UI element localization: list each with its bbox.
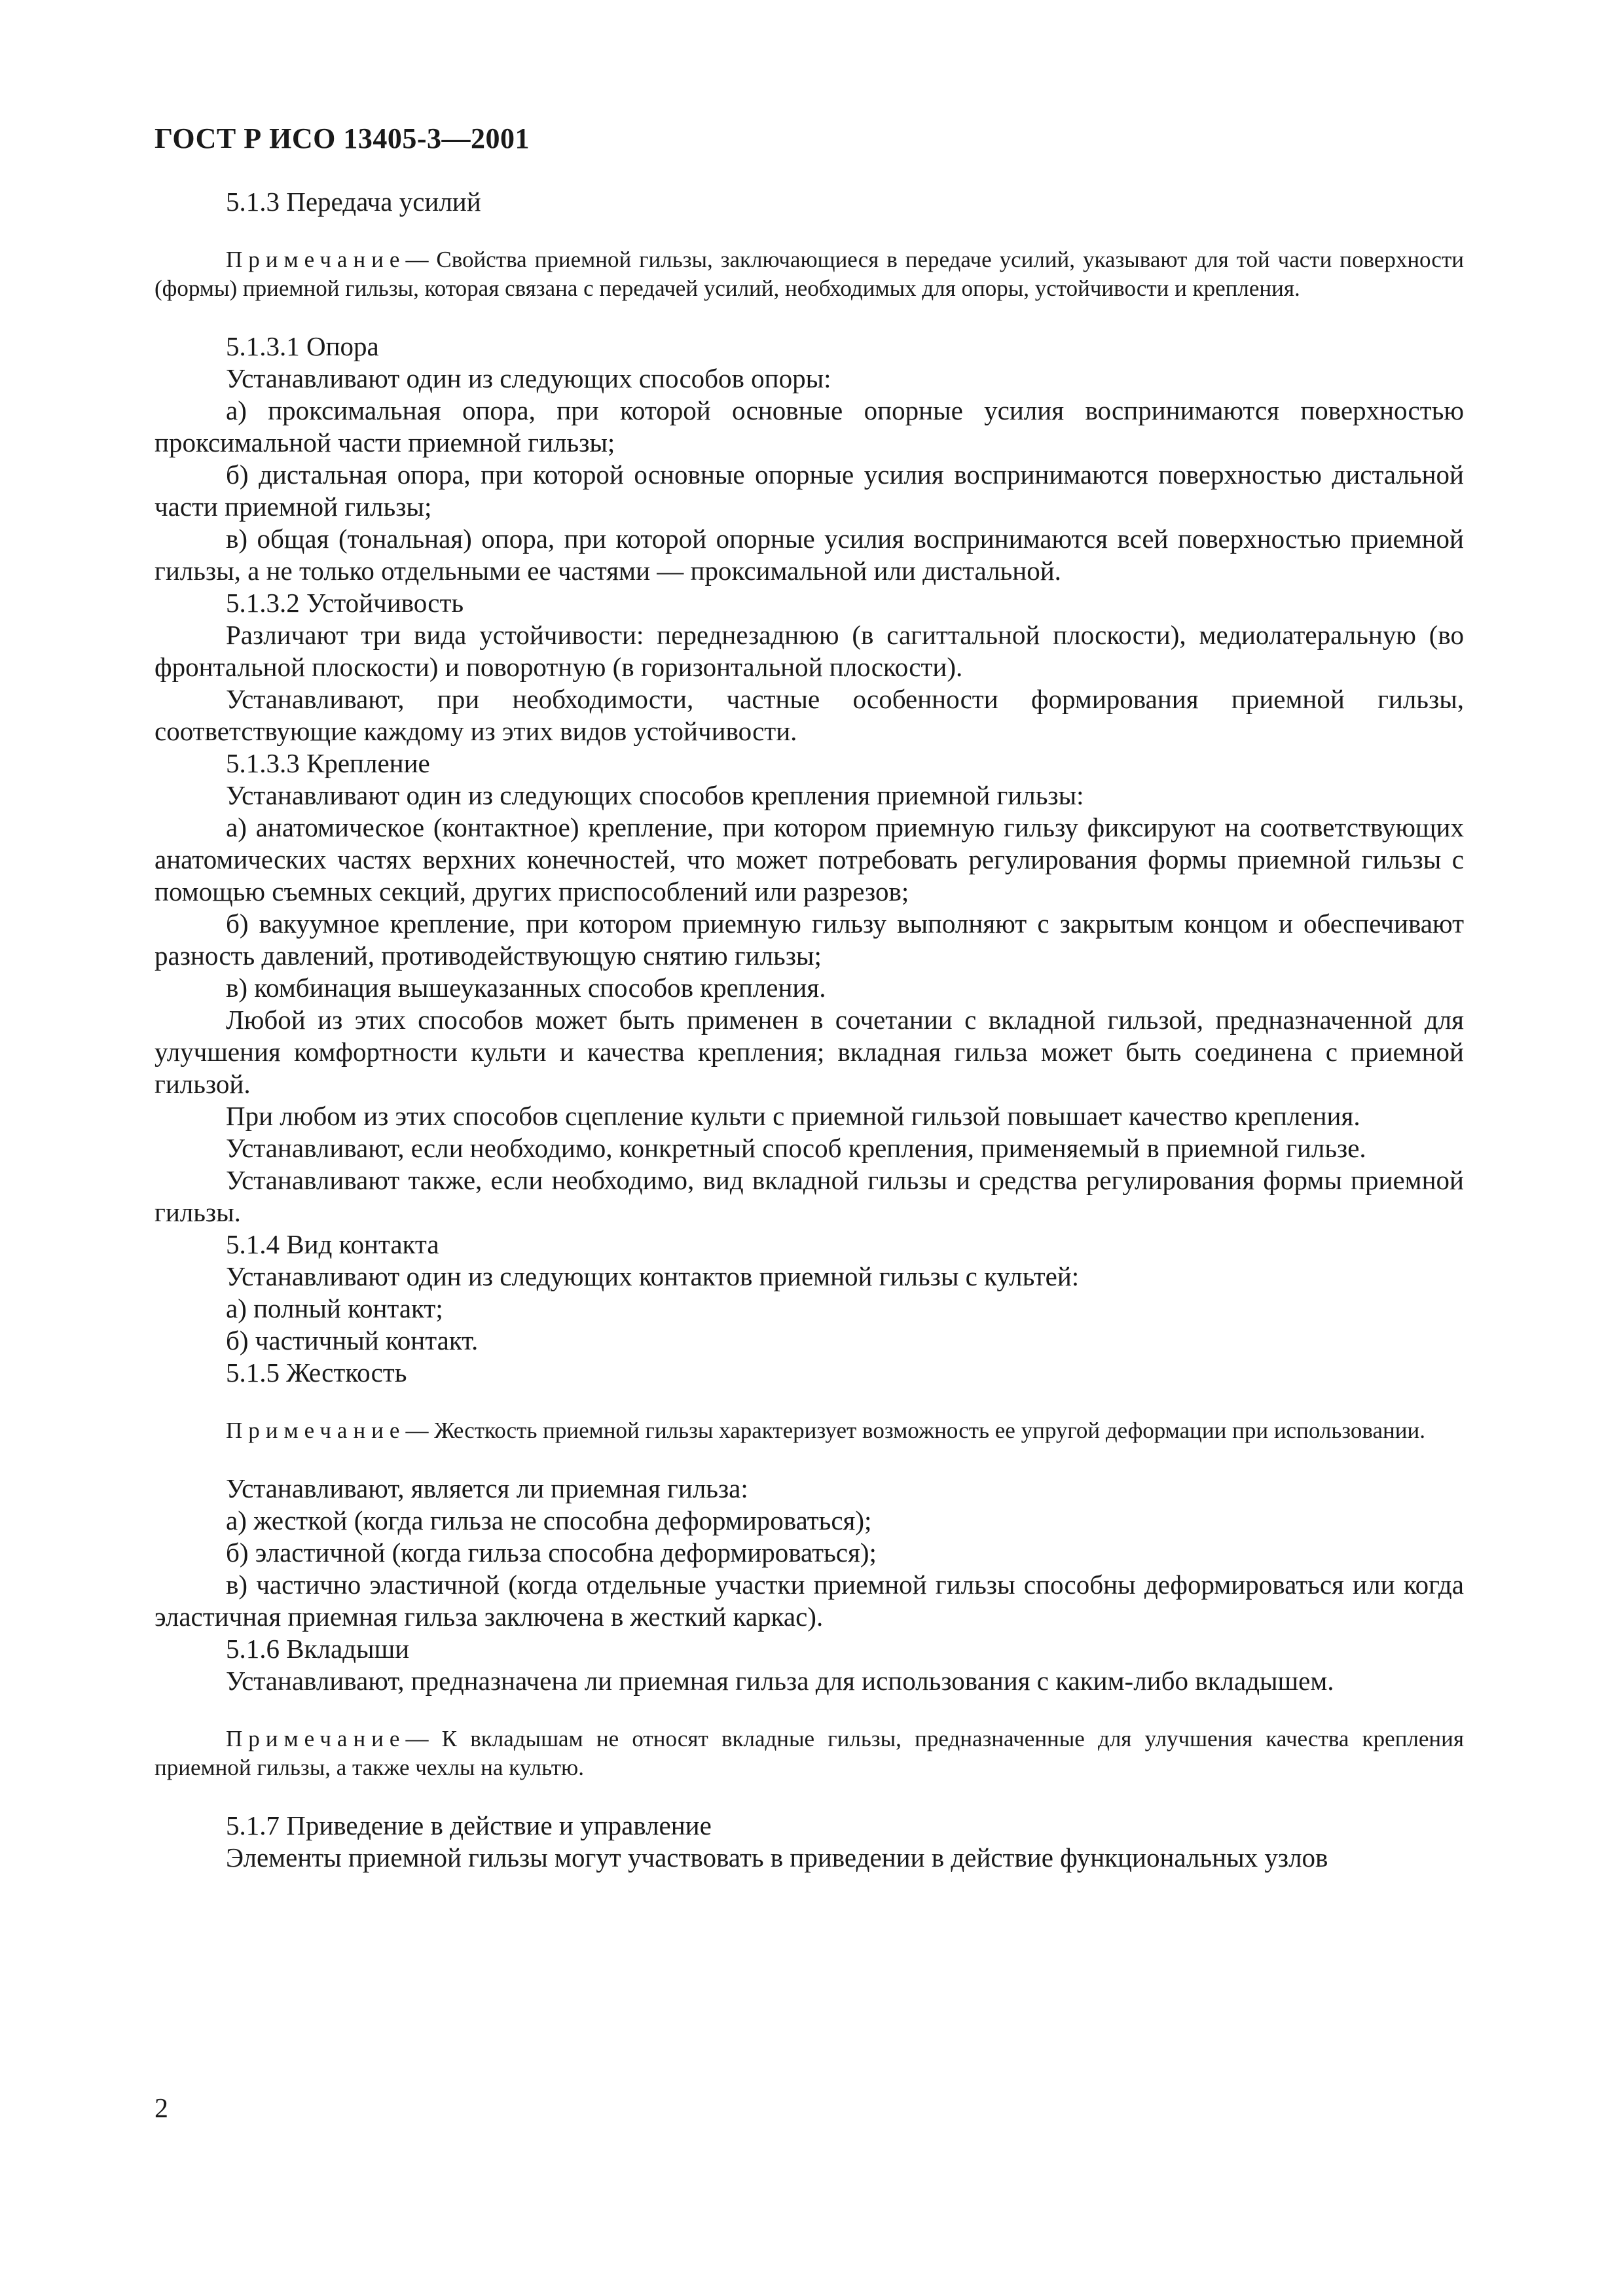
note-label: Примечание — [226, 1418, 406, 1443]
section-heading: 5.1.3.2 Устойчивость — [226, 588, 464, 618]
paragraph: Любой из этих способов может быть применен в сочетании с вкладной гильзой, предназначенной для улучшения комфортности культи и качества крепления; вкладная гильза может быть соединена с приемной гильзой. — [155, 1005, 1464, 1099]
list-item: а) проксимальная опора, при которой основные опорные усилия воспринимаются поверхностью проксимальной части приемной гильзы; — [155, 395, 1464, 457]
paragraph: Устанавливают, если необходимо, конкретный способ крепления, применяемый в приемной гильзе. — [226, 1133, 1366, 1163]
list-item: б) дистальная опора, при которой основные опорные усилия воспринимаются поверхностью дистальной части приемной гильзы; — [155, 459, 1464, 522]
paragraph: Устанавливают один из следующих контактов приемной гильзы с культей: — [226, 1261, 1080, 1291]
section-heading: 5.1.4 Вид контакта — [226, 1229, 439, 1259]
list-item: в) частично эластичной (когда отдельные участки приемной гильзы способны деформироваться или когда эластичная приемная гильза заключена в жесткий каркас). — [155, 1570, 1464, 1632]
note-paragraph: Примечание— Жесткость приемной гильзы характеризует возможность ее упругой деформации при использовании. — [226, 1418, 1425, 1443]
list-item: в) комбинация вышеуказанных способов крепления. — [226, 973, 826, 1003]
note-paragraph: Примечание— Свойства приемной гильзы, заключающиеся в передаче усилий, указывают для той части поверхности (формы) приемной гильзы, которая связана с передачей усилий, необходимых для опоры, устойчивости и крепления. — [155, 247, 1464, 301]
paragraph: Устанавливают, предназначена ли приемная гильза для использования с каким-либо вкладышем. — [226, 1666, 1334, 1696]
paragraph: Устанавливают, при необходимости, частные особенности формирования приемной гильзы, соответствующие каждому из этих видов устойчивости. — [155, 684, 1464, 746]
section-heading: 5.1.5 Жесткость — [226, 1357, 407, 1388]
section-heading: 5.1.7 Приведение в действие и управление — [226, 1810, 712, 1840]
list-item: б) вакуумное крепление, при котором приемную гильзу выполняют с закрытым концом и обеспечивают разность давлений, противодействующую снятию гильзы; — [155, 908, 1464, 971]
paragraph: Устанавливают, является ли приемная гильза: — [226, 1473, 748, 1503]
list-item: а) жесткой (когда гильза не способна деформироваться); — [226, 1505, 872, 1535]
list-item: б) частичный контакт. — [226, 1325, 479, 1355]
section-heading: 5.1.6 Вкладыши — [226, 1634, 410, 1664]
note-label: Примечание — [226, 1726, 406, 1751]
list-item: б) эластичной (когда гильза способна деформироваться); — [226, 1537, 877, 1568]
paragraph: Устанавливают также, если необходимо, вид вкладной гильзы и средства регулирования формы приемной гильзы. — [155, 1165, 1464, 1227]
document-body — [155, 186, 1464, 1874]
paragraph: Различают три вида устойчивости: переднезаднюю (в сагиттальной плоскости), медиолатеральную (во фронтальной плоскости) и поворотную (в горизонтальной плоскости). — [155, 620, 1464, 682]
list-item: а) анатомическое (контактное) крепление, при котором приемную гильзу фиксируют на соответствующих анатомических частях верхних конечностей, что может потребовать регулирования формы приемной гильзы с помощью съемных секций, других приспособлений или разрезов; — [155, 812, 1464, 906]
list-item: а) полный контакт; — [226, 1293, 443, 1323]
section-heading: 5.1.3 Передача усилий — [226, 187, 481, 217]
page-number: 2 — [155, 2094, 168, 2124]
standard-header: ГОСТ Р ИСО 13405-3—2001 — [155, 122, 530, 154]
note-label: Примечание — [226, 247, 406, 272]
note-paragraph: Примечание— К вкладышам не относят вкладные гильзы, предназначенные для улучшения качества крепления приемной гильзы, а также чехлы на культю. — [155, 1726, 1464, 1780]
list-item: в) общая (тональная) опора, при которой опорные усилия воспринимаются всей поверхностью приемной гильзы, а не только отдельными ее частями — проксимальной или дистальной. — [155, 524, 1464, 586]
section-heading: 5.1.3.1 Опора — [226, 331, 379, 361]
paragraph: При любом из этих способов сцепление культи с приемной гильзой повышает качество крепления. — [226, 1101, 1360, 1131]
paragraph: Устанавливают один из следующих способов опоры: — [226, 363, 831, 393]
paragraph: Элементы приемной гильзы могут участвовать в приведении в действие функциональных узлов — [226, 1842, 1328, 1873]
paragraph: Устанавливают один из следующих способов крепления приемной гильзы: — [226, 780, 1084, 810]
section-heading: 5.1.3.3 Крепление — [226, 748, 430, 778]
